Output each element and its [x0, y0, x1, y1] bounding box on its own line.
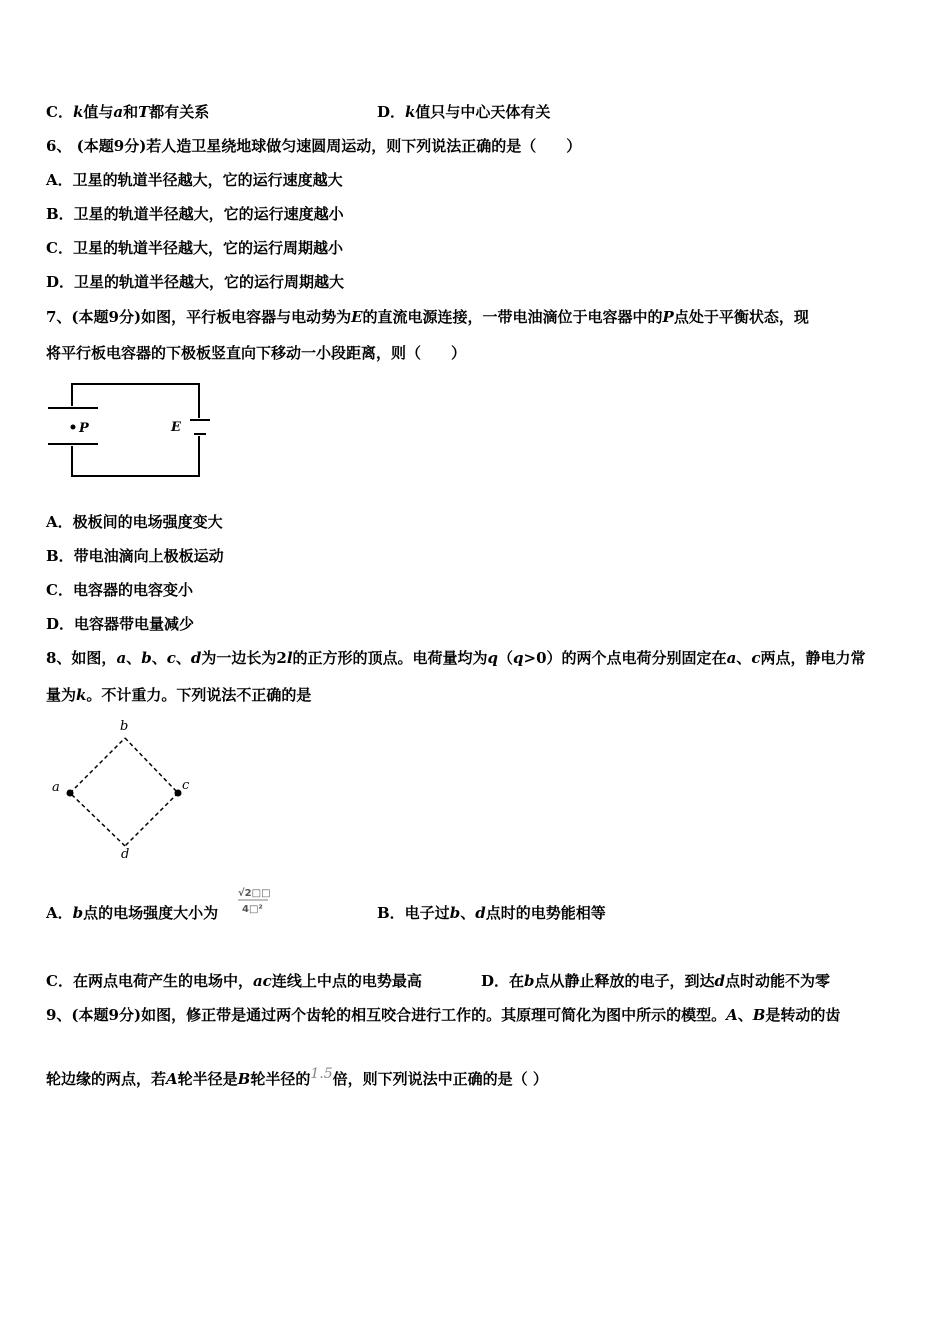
q8-stem-line2: 量为k。不计重力。下列说法不正确的是: [46, 686, 312, 704]
q8-option-c: C．在两点电荷产生的电场中，ac连线上中点的电势最高: [46, 972, 422, 990]
label-p: P: [79, 421, 89, 436]
q7-option-a: A．极板间的电场强度变大: [46, 513, 223, 531]
q7-stem-line1: 7、(本题9分)如图，平行板电容器与电动势为E的直流电源连接，一带电油滴位于电容器中的P点处于平衡状态，现: [46, 308, 809, 326]
q7-stem-line2: 将平行板电容器的下极板竖直向下移动一小段距离，则（ ）: [46, 344, 467, 362]
q8-option-a: A．b点的电场强度大小为: [46, 904, 219, 922]
q8-option-d: D．在b点从静止释放的电子，到达d点时动能不为零: [481, 972, 831, 990]
vertex-b-label: b: [120, 719, 129, 734]
q7-option-d: D．电容器带电量减少: [46, 615, 195, 633]
formula-denominator: 4□²: [242, 904, 263, 915]
q6-stem: 6、 (本题9分)若人造卫星绕地球做匀速圆周运动，则下列说法正确的是（ ）: [46, 137, 582, 155]
capacitor-circuit-figure: [44, 378, 219, 483]
ratio-value: 1.5: [310, 1066, 333, 1082]
q6-option-a: A．卫星的轨道半径越大，它的运行速度越大: [46, 171, 343, 189]
formula-numerator: √2□□: [238, 888, 271, 899]
vertex-c-label: c: [182, 778, 190, 793]
charge-a-dot: [67, 790, 74, 797]
charge-c-dot: [175, 790, 182, 797]
label-e: E: [171, 420, 181, 435]
q6-option-d: D．卫星的轨道半径越大，它的运行周期越大: [46, 273, 345, 291]
square-charges-figure: [48, 715, 198, 863]
q5-option-d: D．k值只与中心天体有关: [377, 103, 551, 121]
q5-option-c: C．k值与a和T都有关系: [46, 103, 210, 121]
q8-option-b: B．电子过b、d点时的电势能相等: [377, 904, 606, 922]
q7-option-b: B．带电油滴向上极板运动: [46, 547, 224, 565]
q6-option-c: C．卫星的轨道半径越大，它的运行周期越小: [46, 239, 343, 257]
vertex-a-label: a: [52, 780, 60, 795]
vertex-d-label: d: [121, 847, 130, 862]
q8-stem-line1: 8、如图，a、b、c、d为一边长为2l的正方形的顶点。电荷量均为q（q>0）的两个点电荷分别固定在a、c两点，静电力常: [46, 649, 866, 667]
formula-field-strength: [236, 884, 272, 918]
q7-option-c: C．电容器的电容变小: [46, 581, 193, 599]
oil-drop-dot: [71, 425, 76, 430]
q9-stem-line1: 9、(本题9分)如图，修正带是通过两个齿轮的相互咬合进行工作的。其原理可简化为图中所示的模型。A、B是转动的齿: [46, 1006, 841, 1024]
q6-option-b: B．卫星的轨道半径越大，它的运行速度越小: [46, 205, 344, 223]
q9-stem-line2: 轮边缘的两点，若A轮半径是B轮半径的1.5倍，则下列说法中正确的是（ ）: [46, 1066, 548, 1088]
